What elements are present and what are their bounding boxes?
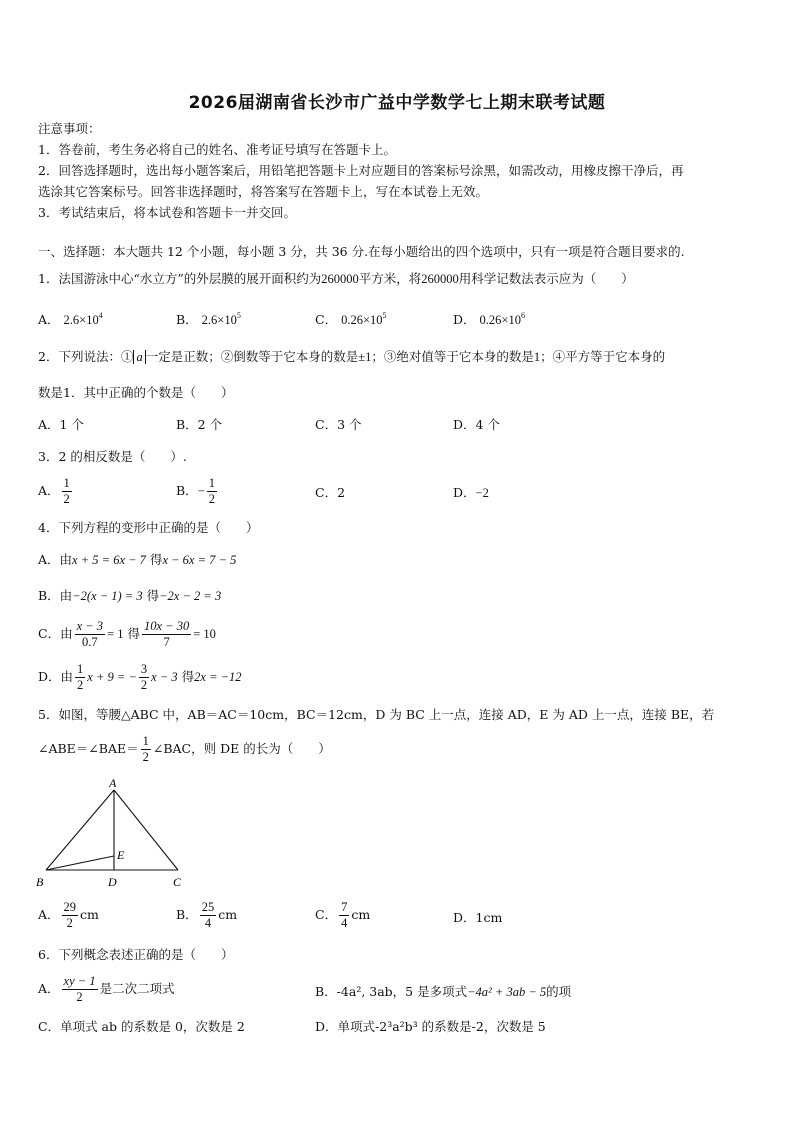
label-d: D	[108, 875, 117, 889]
section-heading: 一、选择题：本大题共 12 个小题，每小题 3 分，共 36 分.在每小题给出的四个选项中，只有一项是符合题目要求的.	[38, 244, 685, 259]
question-2-stem: 2．下列说法：① a 一定是正数；②倒数等于它本身的数是±1；③绝对值等于它本身的数是1；④平方等于它本身的	[38, 349, 666, 364]
q3-option-b[interactable]: B．− $\frac{1}{2}$	[176, 476, 215, 506]
q5-option-b[interactable]: B． $\frac{25}{4}$ cm	[176, 900, 238, 930]
q5-option-a[interactable]: A． $\frac{29}{2}$ cm	[38, 900, 99, 930]
q1-option-b[interactable]: B． $2.6\times 10^5$	[176, 311, 241, 327]
q3-option-c[interactable]: C．2	[315, 485, 346, 500]
label-a: A	[109, 776, 117, 790]
note-item: 3．考试结束后，将本试卷和答题卡一并交回。	[38, 205, 296, 220]
notes-heading: 注意事项：	[38, 121, 101, 136]
q6-option-d[interactable]: D．单项式-2³a²b³ 的系数是-2，次数是 5	[315, 1019, 546, 1034]
q6-option-c[interactable]: C．单项式 ab 的系数是 0，次数是 2	[38, 1019, 245, 1034]
q1-option-c[interactable]: C． $0.26\times 10^5$	[315, 311, 387, 327]
question-6-stem: 6．下列概念表述正确的是（ ）	[38, 947, 234, 962]
q3-option-d[interactable]: D．−2	[453, 485, 489, 500]
q5-option-d[interactable]: D．1cm	[453, 910, 503, 925]
label-c: C	[173, 875, 182, 889]
q4-option-c[interactable]: C．由 $\frac{x - 3}{0.7}$ = 1 得 $\frac{10x - 30}{7}$ = 10	[38, 619, 216, 649]
q6-option-a[interactable]: A． $\frac{xy - 1}{2}$ 是二次二项式	[38, 974, 175, 1004]
q3-option-a[interactable]: A． $\frac{1}{2}$	[38, 476, 70, 506]
question-5-stem-cont: ∠ABE＝∠BAE＝ $\frac{1}{2}$ ∠BAC，则 DE 的长为（ ）	[38, 734, 331, 764]
q6-option-b[interactable]: B．-4a², 3ab，5 是多项式−4a² + 3ab − 5的项	[315, 984, 572, 999]
triangle-figure	[30, 774, 200, 892]
note-item: 2．回答选择题时，选出每小题答案后，用铅笔把答题卡上对应题目的答案标号涂黑，如需改动，用橡皮擦干净后，再	[38, 163, 684, 178]
label-b: B	[36, 875, 44, 889]
q4-option-a[interactable]: A．由x + 5 = 6x − 7 得x − 6x = 7 − 5	[38, 552, 237, 567]
q2-option-a[interactable]: A．1 个	[38, 417, 84, 432]
question-5-stem: 5．如图，等腰△ABC 中，AB＝AC＝10cm，BC＝12cm，D 为 BC 上一点，连接 AD，E 为 AD 上一点，连接 BE，若	[38, 707, 715, 722]
note-item: 选涂其它答案标号。回答非选择题时，将答案写在答题卡上，写在本试卷上无效。	[38, 184, 489, 199]
q2-option-b[interactable]: B．2 个	[176, 417, 223, 432]
question-3-stem: 3．2 的相反数是（ ）.	[38, 449, 187, 464]
label-e: E	[117, 848, 125, 862]
q1-option-a[interactable]: A． $2.6\times 10^4$	[38, 311, 103, 327]
question-2-stem-cont: 数是1．其中正确的个数是（ ）	[38, 385, 234, 400]
question-4-stem: 4．下列方程的变形中正确的是（ ）	[38, 520, 259, 535]
note-item: 1．答卷前，考生务必将自己的姓名、准考证号填写在答题卡上。	[38, 142, 396, 157]
question-1-stem: 1．法国游泳中心“水立方”的外层膜的展开面积约为260000平方米，将260000用科学记数法表示应为（ ）	[38, 271, 634, 286]
page-title: 2026届湖南省长沙市广益中学数学七上期末联考试题	[188, 93, 606, 113]
q2-option-c[interactable]: C．3 个	[315, 417, 362, 432]
q1-option-d[interactable]: D． $0.26\times 10^6$	[453, 311, 525, 327]
q4-option-d[interactable]: D．由 $\frac{1}{2}$ x + 9 = − $\frac{3}{2}$ x − 3 得2x = −12	[38, 662, 242, 692]
q5-option-c[interactable]: C． $\frac{7}{4}$ cm	[315, 900, 371, 930]
q2-option-d[interactable]: D．4 个	[453, 417, 500, 432]
q4-option-b[interactable]: B．由−2(x − 1) = 3 得−2x − 2 = 3	[38, 588, 222, 603]
